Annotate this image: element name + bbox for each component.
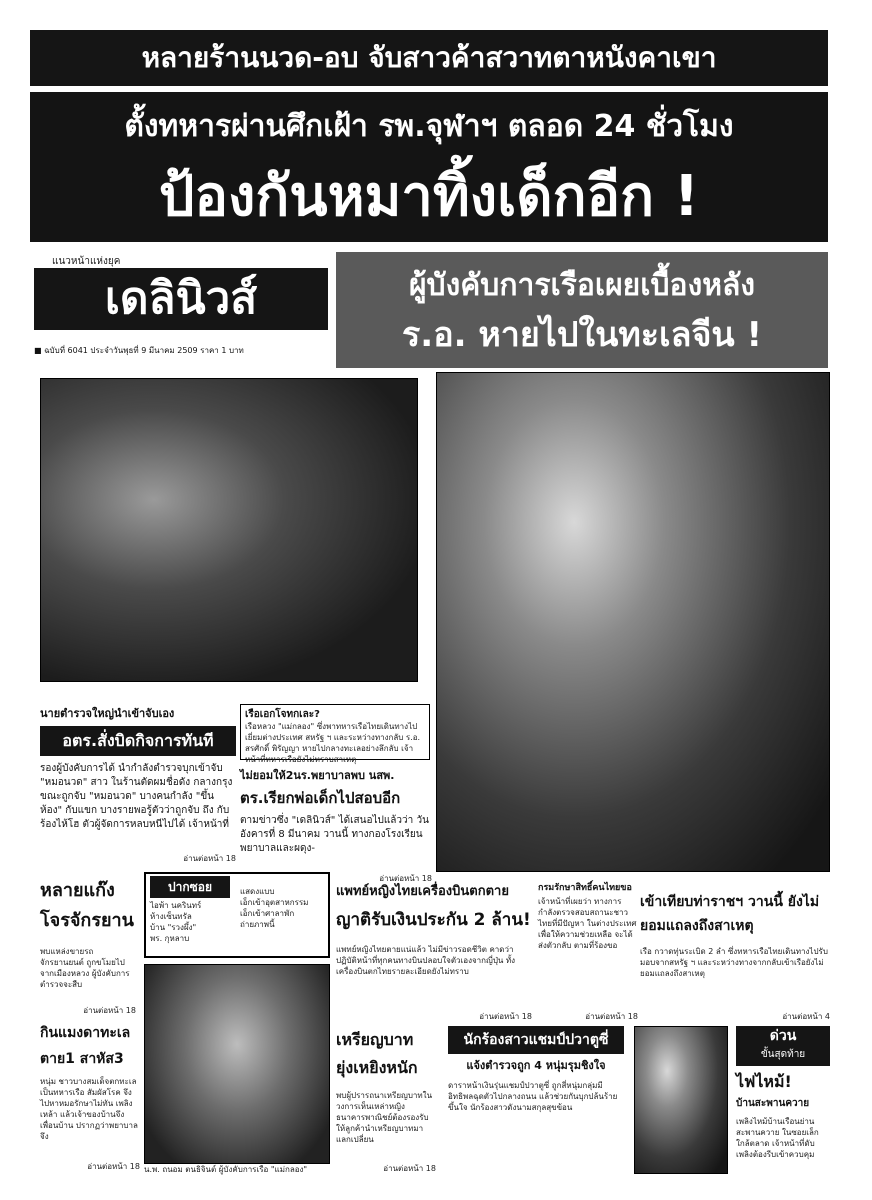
- bike-body: พบแหล่งขายรถจักรยานยนต์ ถูกขโมยไปจากเมืองหลวง ผู้บังคับการตำรวจจะสืบ: [40, 947, 130, 989]
- singer-subheadline: แจ้งตำรวจถูก 4 หนุ่มรุมชิงใจ: [466, 1059, 606, 1072]
- column-right-item: แสดงแบบ: [240, 887, 275, 896]
- crash-subheadline: ญาติรับเงินประกัน 2 ล้าน!: [336, 910, 531, 930]
- column-left-item: ห้างเซ็นทรัล: [150, 912, 192, 921]
- baht-headline: เหรียญบาท ยุ่งเหยิงหนัก: [336, 1030, 418, 1077]
- police-body: รองผู้บังคับการได้ นำกำลังตำรวจบุกเข้าจับ "หมอนวด" สาว ในร้านตัดผมชื่อดัง กลางกรุง ขณะถูกจับ "หมอนวด" บางคนกำลัง "ขึ้นห้อง" กับแขก บางรายพอรู้ตัวว่าถูกจับ ถึง กับร้องไห้โฮ ตัวผู้จัดการหลบหนีไปได้ เจ้าหน้าที่: [40, 763, 233, 830]
- top-headline: หลายร้านนวด-อบ จับสาวค้าสวาทตาหนังคาเขา: [30, 30, 828, 86]
- second-headline: ตั้งทหารผ่านศึกเฝ้า รพ.จุฬาฯ ตลอด 24 ชั่วโมง: [124, 109, 734, 144]
- column-left-item: ไอพ้า นครินทร์: [150, 901, 202, 910]
- navy-headline: เข้าเทียบท่าราชฯ วานนี้ ยังไม่ยอมแถลงถึงสาเหตุ: [640, 894, 820, 934]
- couple-photo: [436, 372, 830, 872]
- officers-caption: น.พ. ถนอม ตนธิจินต์ ผู้บังคับการเรือ "แม่กลอง": [144, 1165, 308, 1174]
- bugs-headline: กินแมงดาทะเลตาย1 สาหัส3: [40, 1025, 131, 1067]
- doctor-headline: ตร.เรียกพ่อเด็กไปสอบอีก: [240, 789, 401, 807]
- column-right-item: เอ็กเข้าศาลาพัก: [240, 909, 295, 918]
- fire-badge-line2: ขั้นสุดท้าย: [760, 1049, 806, 1060]
- column-title: ปากซอย: [150, 876, 230, 898]
- column-left-list: [150, 900, 236, 956]
- sub-headline-line2: ร.อ. หายไปในทะเลจีน !: [402, 315, 762, 355]
- navy-continued: อ่านต่อหน้า 4: [782, 1012, 830, 1021]
- bugs-continued: อ่านต่อหน้า 18: [87, 1162, 140, 1171]
- fire-headline: ไฟไหม้!: [736, 1072, 792, 1091]
- crash-continued: อ่านต่อหน้า 18: [479, 1012, 532, 1021]
- sub-headline-box: [336, 252, 828, 368]
- singer-headline: นักร้องสาวแชมป์ปวาตูซี่: [448, 1026, 624, 1054]
- column-right-item: ถ่ายภาพนี้: [240, 920, 275, 929]
- bike-continued: อ่านต่อหน้า 18: [83, 1006, 136, 1015]
- column-left-item: บ้าน "รวงผึ้ง": [150, 923, 197, 932]
- fire-kicker: บ้านสะพานควาย: [736, 1098, 810, 1109]
- column-right-item: เอ็กเข้าอุตสาหกรรม: [240, 898, 309, 907]
- court-body: เจ้าหน้าที่เผยว่า ทางการกำลังตรวจสอบสถานะชาวไทยที่มีปัญหา ในต่างประเทศ เพื่อให้ความช่วยเหลือ จะได้ส่งตัวกลับ ตามที่ร้องขอ: [538, 897, 637, 950]
- singer-body: ดาราหน้าเงินรุ่นแชมป์ปวาตูซี่ ถูกสี่หนุ่มกลุ่มมีอิทธิพลฉุดตัวไปกลางถนน แล้วช่วยกันบุกปล้นร้ายขึ้นใจ นักร้องสาวดังนามสกุลสุขข้อน: [448, 1081, 618, 1112]
- court-continued: อ่านต่อหน้า 18: [585, 1012, 638, 1021]
- column-box: [144, 872, 330, 958]
- police-headline: อตร.สั่งบิดกิจการทันที: [40, 726, 236, 756]
- ship-story-box: [240, 704, 430, 764]
- ship-crowd-photo: [40, 378, 418, 682]
- police-continued: อ่านต่อหน้า 18: [183, 854, 236, 863]
- ship-headline: เรือเอกโจทกเละ?: [245, 709, 320, 720]
- main-headline: ป้องกันหมาทิ้งเด็กอีก !: [158, 164, 700, 229]
- lead-headline-box: [30, 92, 828, 242]
- masthead: [34, 254, 328, 372]
- column-right-list: [240, 886, 326, 956]
- fire-body: เพลิงไหม้บ้านเรือนย่านสะพานควาย ในซอยเล็กใกล้ตลาด เจ้าหน้าที่ดับเพลิงต้องรีบเข้าควบคุม: [736, 1117, 819, 1159]
- baht-body: พบผู้ปรารถนาเหรียญบาทในวงการเห็นเหล่าหญิง ธนาคารพาณิชย์ต้องรองรับให้ลูกค้านำเหรียญบาทมาแลกเปลี่ยน: [336, 1091, 433, 1144]
- issue-info: ■ ฉบับที่ 6041 ประจำวันพุธที่ 9 มีนาคม 2509 ราคา 1 บาท: [34, 346, 244, 355]
- baht-continued: อ่านต่อหน้า 18: [383, 1164, 436, 1173]
- officers-photo: [144, 964, 330, 1164]
- doctor-body: ตามข่าวซึ่ง "เดลินิวส์" ได้เสนอไปแล้วว่า วันอังคารที่ 8 มีนาคม วานนี้ ทางกองโรงเรียนพยาบาลและผดุง-: [240, 815, 429, 854]
- doctor-continued: อ่านต่อหน้า 18: [379, 874, 432, 883]
- crash-headline: แพทย์หญิงไทยเครื่องบินตกตาย: [336, 884, 509, 899]
- fire-badge: [736, 1026, 830, 1066]
- police-kicker: นายตำรวจใหญ่นำเข้าจับเอง: [40, 707, 175, 720]
- doctor-kicker: ไม่ยอมให้2นร.พยาบาลพบ นสพ.: [240, 769, 395, 782]
- court-headline: กรมรักษาสิทธิ์คนไทยขอ: [538, 883, 632, 893]
- ship-body: เรือหลวง "แม่กลอง" ซึ่งพาทหารเรือไทยเดินทางไปเยี่ยมต่างประเทศ สหรัฐ ฯ และระหว่างทางกลับ ร.อ. สรศักดิ์ พิรัญญา หายไปกลางทะเลอย่างลึกลับ เจ้าหน้าที่ทหารเรือยังไม่ทราบสาเหตุ: [245, 722, 421, 764]
- bike-headline: หลายแก๊งโจรจักรยาน: [40, 880, 134, 931]
- crash-body: แพทย์หญิงไทยตายแน่แล้ว ไม่มีข่าวรอดชีวิต คาดว่าปฏิบัติหน้าที่ทุกคนทางบินปลอบใจตัวเองจากญี่ปุ่น ทั้งเครื่องบินตกไทยรายละเอียดยังไม่ทราบ: [336, 945, 516, 976]
- sub-headline-line1: ผู้บังคับการเรือเผยเบื้องหลัง: [408, 268, 756, 303]
- bugs-body: หนุ่ม ชาวบางสมเด็จตกทะเลเป็นทหารเรือ สัมผัสโรค จึงไปหาหมอรักษาไม่ทัน เพลิงเหล้า แล้วเจ้าของบ้านจึงเพื่อนบ้าน ปรากฏว่าพยาบาลจึง: [40, 1077, 138, 1141]
- column-left-item: พร. กุหลาบ: [150, 934, 190, 943]
- masthead-tagline: แนวหน้าแห่งยุค: [52, 256, 121, 267]
- fire-badge-line1: ด่วน: [769, 1028, 797, 1044]
- portrait-photo: [634, 1026, 728, 1174]
- masthead-logo: เดลินิวส์: [34, 268, 328, 330]
- navy-body: เรือ กวาดทุ่นระเบิด 2 ลำ ซึ่งทหารเรือไทยเดินทางไปรับมอบจากสหรัฐ ฯ และระหว่างทางจากกลับเข้าเรือยังไม่ยอมแถลงถึงสาเหตุ: [640, 947, 828, 978]
